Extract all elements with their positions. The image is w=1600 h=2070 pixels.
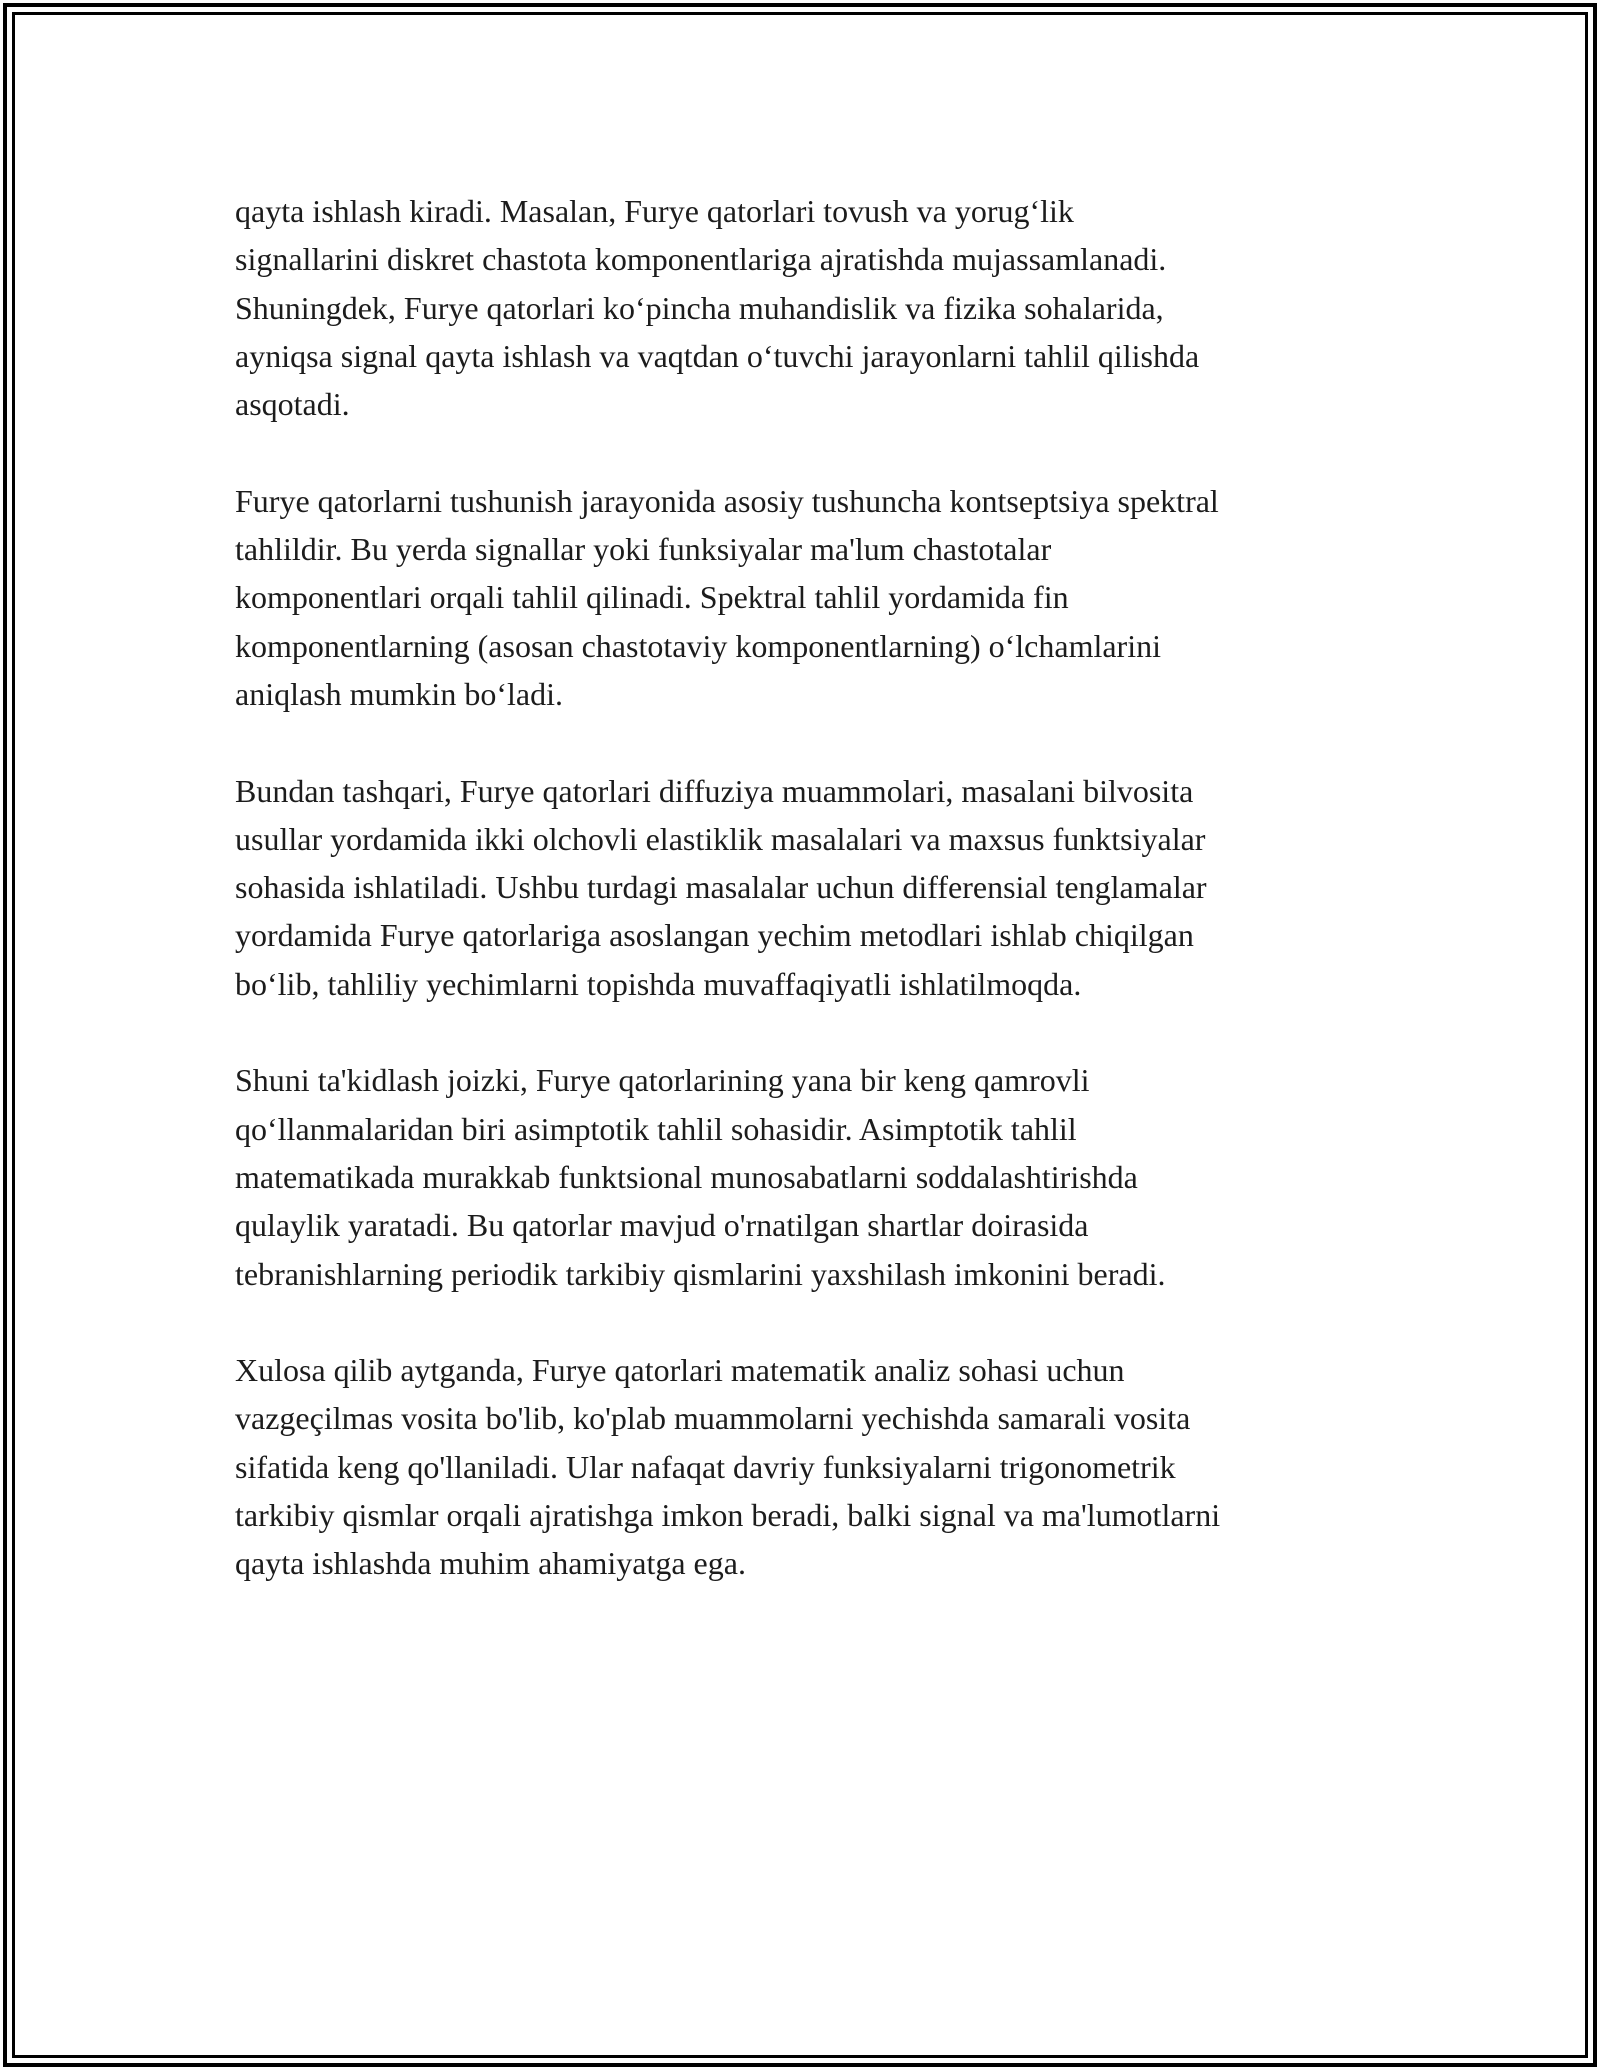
- text-line: sohasida ishlatiladi. Ushbu turdagi masalalar uchun differensial tenglamalar: [235, 869, 1207, 906]
- text-line: qoʻllanmalaridan biri asimptotik tahlil sohasidir. Asimptotik tahlil: [235, 1110, 1077, 1147]
- text-line: komponentlari orqali tahlil qilinadi. Spektral tahlil yordamida fin: [235, 579, 1069, 616]
- text-line: Shuni ta'kidlash joizki, Furye qatorlarining yana bir keng qamrovli: [235, 1062, 1090, 1099]
- text-line: Bundan tashqari, Furye qatorlari diffuziya muammolari, masalani bilvosita: [235, 772, 1194, 809]
- text-line: ayniqsa signal qayta ishlash va vaqtdan oʻtuvchi jarayonlarni tahlil qilishda: [235, 337, 1200, 374]
- document-body: [235, 187, 1375, 1636]
- text-line: Shuningdek, Furye qatorlari koʻpincha muhandislik va fizika sohalarida,: [235, 289, 1164, 326]
- paragraph-3: [235, 767, 1375, 1008]
- text-line: qayta ishlash kiradi. Masalan, Furye qatorlari tovush va yorugʻlik: [235, 193, 1074, 229]
- text-line: aniqlash mumkin boʻladi.: [235, 675, 563, 712]
- text-line: matematikada murakkab funktsional munosabatlarni soddalashtirishda: [235, 1158, 1138, 1195]
- text-line: tarkibiy qismlar orqali ajratishga imkon beradi, balki signal va ma'lumotlarni: [235, 1497, 1221, 1534]
- text-line: sifatida keng qo'llaniladi. Ular nafaqat davriy funksiyalarni trigonometrik: [235, 1448, 1176, 1485]
- text-line: boʻlib, tahliliy yechimlarni topishda muvaffaqiyatli ishlatilmoqda.: [235, 965, 1082, 1002]
- paragraph-4: [235, 1056, 1375, 1297]
- text-line: asqotadi.: [235, 386, 350, 423]
- text-line: tahlildir. Bu yerda signallar yoki funksiyalar ma'lum chastotalar: [235, 531, 1052, 568]
- text-line: tebranishlarning periodik tarkibiy qismlarini yaxshilash imkonini beradi.: [235, 1255, 1166, 1292]
- paragraph-2: [235, 477, 1375, 718]
- text-line: qayta ishlashda muhim ahamiyatga ega.: [235, 1545, 746, 1582]
- text-line: Furye qatorlarni tushunish jarayonida asosiy tushuncha kontseptsiya spektral: [235, 482, 1219, 519]
- text-line: yordamida Furye qatorlariga asoslangan yechim metodlari ishlab chiqilgan: [235, 917, 1194, 954]
- text-line: usullar yordamida ikki olchovli elastiklik masalalari va maxsus funktsiyalar: [235, 820, 1206, 857]
- paragraph-1: [235, 187, 1375, 428]
- paragraph-5: [235, 1346, 1375, 1587]
- text-line: komponentlarning (asosan chastotaviy komponentlarning) oʻlchamlarini: [235, 627, 1161, 664]
- text-line: Xulosa qilib aytganda, Furye qatorlari matematik analiz sohasi uchun: [235, 1352, 1125, 1389]
- text-line: vazgeçilmas vosita bo'lib, ko'plab muammolarni yechishda samarali vosita: [235, 1400, 1191, 1437]
- text-line: qulaylik yaratadi. Bu qatorlar mavjud o'rnatilgan shartlar doirasida: [235, 1207, 1089, 1244]
- text-line: signallarini diskret chastota komponentlariga ajratishda mujassamlanadi.: [235, 241, 1167, 278]
